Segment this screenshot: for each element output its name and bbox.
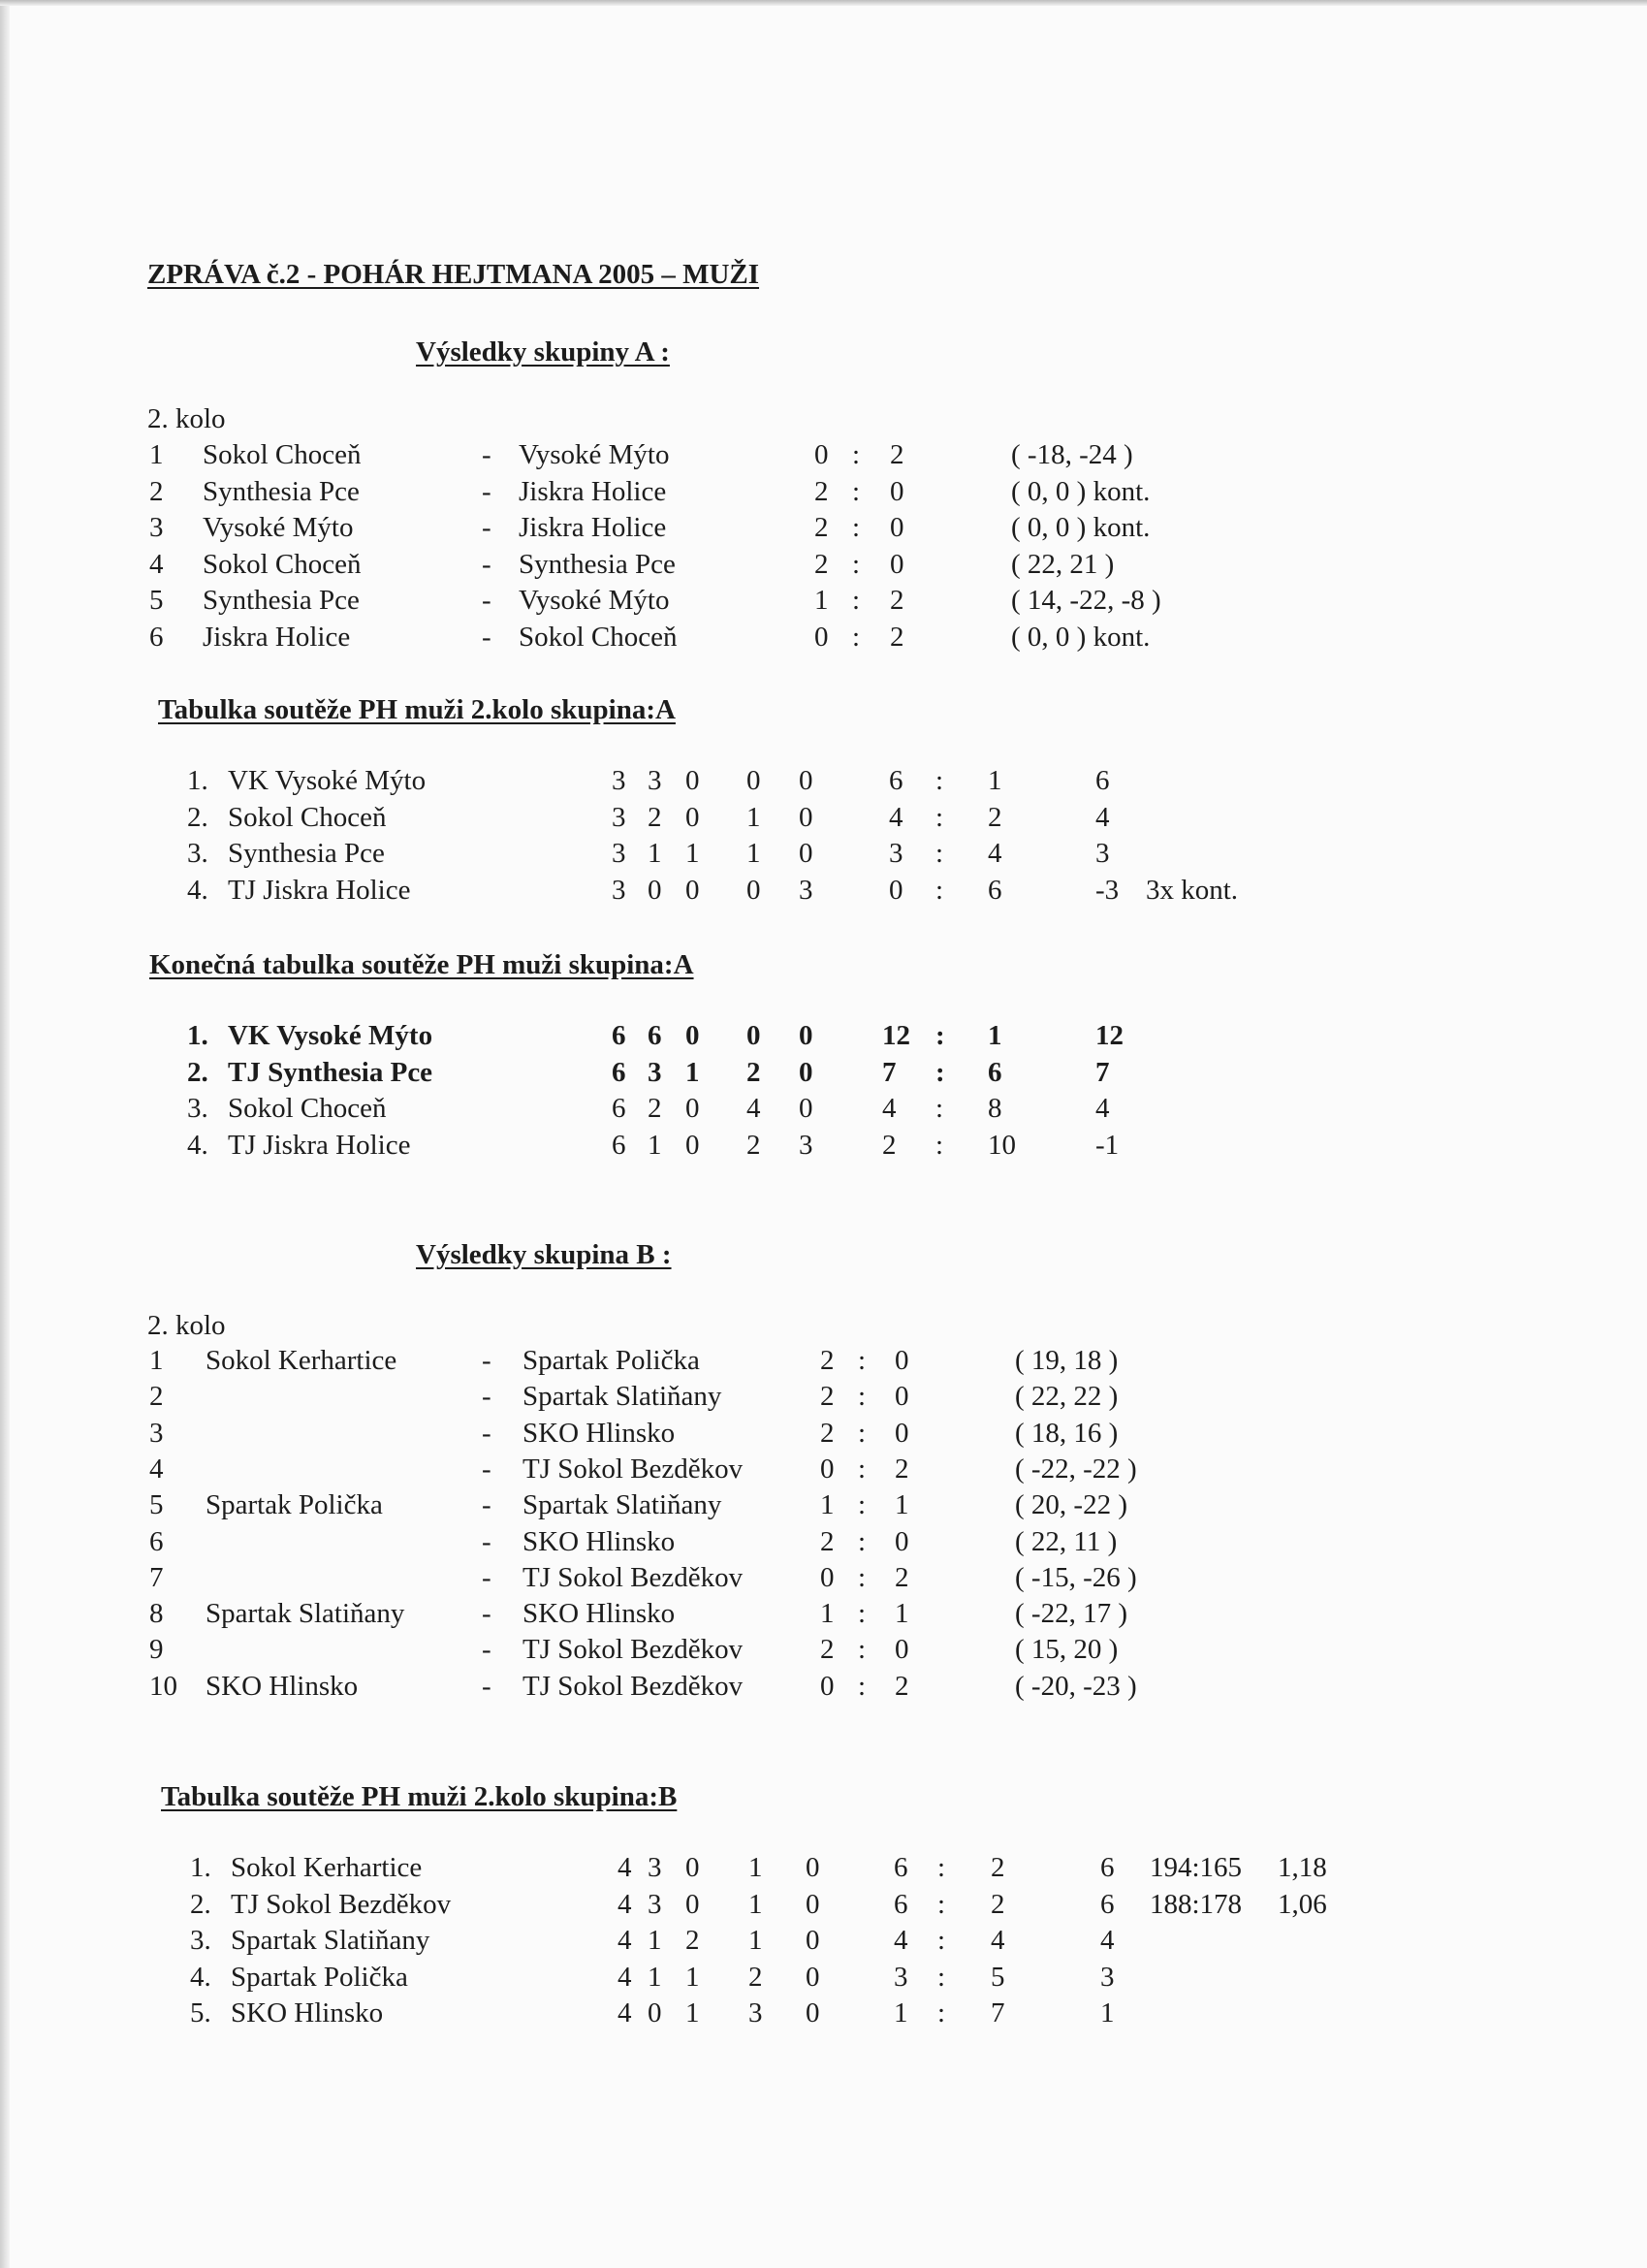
group-a-final-played: 6 — [612, 1020, 626, 1051]
group-a-table-team: VK Vysoké Mýto — [228, 765, 427, 796]
group-b-table-score-colon: : — [937, 1925, 946, 1956]
group-b-match-away-team: SKO Hlinsko — [523, 1417, 676, 1449]
group-b-table-ball-ratio: 1,18 — [1278, 1852, 1327, 1883]
group-a-match-away-team: Jiskra Holice — [519, 512, 667, 543]
group-b-match-score-away: 0 — [895, 1381, 909, 1413]
group-b-match-score-colon: : — [858, 1561, 867, 1593]
group-a-match-score-away: 2 — [890, 585, 904, 616]
group-a-final-forfeits: 0 — [799, 1056, 813, 1088]
group-a-final-score-against: 1 — [988, 1020, 1002, 1051]
group-b-match-score-home: 0 — [820, 1561, 835, 1593]
group-a-final-score-colon: : — [935, 1093, 944, 1124]
group-b-match-separator: - — [482, 1417, 491, 1449]
document-title: ZPRÁVA č.2 - POHÁR HEJTMANA 2005 – MUŽI — [147, 259, 760, 290]
group-b-table-score-colon: : — [937, 1888, 946, 1920]
group-a-table-score-for: 4 — [889, 801, 903, 833]
group-a-table-rank: 4. — [187, 874, 208, 906]
group-a-final-rank: 2. — [187, 1056, 208, 1088]
group-a-table-forfeits: 0 — [799, 765, 813, 796]
group-a-match-score-home: 0 — [814, 439, 829, 470]
group-a-table-wins: 3 — [648, 765, 662, 796]
group-b-table-score-against: 2 — [991, 1852, 1005, 1883]
group-a-table-score-colon: : — [935, 838, 944, 869]
group-a-table-forfeits: 0 — [799, 838, 813, 869]
group-a-table-losses: 0 — [746, 874, 761, 906]
group-a-table-team: Synthesia Pce — [228, 838, 385, 869]
group-a-match-score-home: 0 — [814, 621, 829, 653]
group-b-table-team: TJ Sokol Bezděkov — [231, 1888, 452, 1920]
group-b-match-score-home: 2 — [820, 1381, 835, 1413]
group-b-match-set-points: ( -22, -22 ) — [1015, 1453, 1137, 1485]
group-a-final-points: 4 — [1095, 1093, 1110, 1124]
group-a-table-points: -3 — [1095, 874, 1120, 906]
group-a-match-separator: - — [482, 512, 491, 543]
group-b-table-ball-ratio: 1,06 — [1278, 1888, 1327, 1920]
group-b-match-home-team: SKO Hlinsko — [206, 1670, 359, 1702]
group-b-table-ball-points: 188:178 — [1150, 1888, 1243, 1920]
group-b-table-team: Spartak Polička — [231, 1961, 408, 1993]
group-a-final-losses: 2 — [746, 1056, 761, 1088]
group-b-match-score-colon: : — [858, 1489, 867, 1521]
group-b-match-set-points: ( -22, 17 ) — [1015, 1598, 1127, 1630]
group-b-match-set-points: ( 15, 20 ) — [1015, 1634, 1119, 1666]
group-a-results-heading: Výsledky skupiny A : — [416, 336, 670, 367]
group-a-final-rank: 4. — [187, 1129, 208, 1161]
group-a-match-separator: - — [482, 548, 491, 580]
group-a-final-score-colon: : — [935, 1020, 945, 1051]
group-a-final-points: -1 — [1095, 1129, 1120, 1161]
group-a-match-score-home: 1 — [814, 585, 829, 616]
group-a-match-no: 2 — [149, 475, 164, 507]
group-b-match-set-points: ( -20, -23 ) — [1015, 1670, 1137, 1702]
group-b-match-no: 5 — [149, 1489, 164, 1521]
group-b-table-points: 6 — [1100, 1852, 1115, 1883]
group-a-match-home-team: Jiskra Holice — [203, 621, 351, 653]
group-a-final-team: VK Vysoké Mýto — [228, 1020, 433, 1051]
group-a-final-played: 6 — [612, 1093, 626, 1124]
group-b-table-draws: 0 — [685, 1852, 700, 1883]
group-b-match-set-points: ( -15, -26 ) — [1015, 1561, 1137, 1593]
group-b-match-separator: - — [482, 1634, 491, 1666]
group-a-table-forfeits: 3 — [799, 874, 813, 906]
group-a-table-losses: 0 — [746, 765, 761, 796]
group-b-match-score-away: 2 — [895, 1453, 909, 1485]
group-b-match-set-points: ( 22, 11 ) — [1015, 1525, 1118, 1557]
group-b-match-score-away: 1 — [895, 1598, 909, 1630]
group-a-table-score-colon: : — [935, 765, 944, 796]
group-b-table-draws: 1 — [685, 1997, 700, 2028]
group-b-match-score-colon: : — [858, 1417, 867, 1449]
group-a-final-draws: 0 — [685, 1129, 700, 1161]
group-a-final-score-for: 4 — [882, 1093, 897, 1124]
group-a-match-set-points: ( 0, 0 ) kont. — [1011, 475, 1151, 507]
group-b-match-away-team: SKO Hlinsko — [523, 1598, 676, 1630]
group-b-table-rank: 5. — [190, 1997, 211, 2028]
group-a-table-played: 3 — [612, 838, 626, 869]
group-b-match-away-team: TJ Sokol Bezděkov — [523, 1670, 744, 1702]
group-a-table-score-against: 2 — [988, 801, 1002, 833]
group-a-final-played: 6 — [612, 1056, 626, 1088]
group-a-table-points: 6 — [1095, 765, 1110, 796]
group-a-table-score-against: 4 — [988, 838, 1002, 869]
group-a-final-forfeits: 3 — [799, 1129, 813, 1161]
group-b-results-heading: Výsledky skupina B : — [416, 1239, 672, 1270]
group-b-table-score-against: 2 — [991, 1888, 1005, 1920]
group-a-match-away-team: Jiskra Holice — [519, 475, 667, 507]
scan-edge-left — [0, 0, 10, 2268]
group-b-table-score-for: 6 — [894, 1888, 908, 1920]
group-b-match-score-away: 2 — [895, 1561, 909, 1593]
group-b-match-no: 8 — [149, 1598, 164, 1630]
group-b-table-forfeits: 0 — [806, 1925, 820, 1956]
group-a-final-points: 12 — [1095, 1020, 1124, 1051]
group-a-table-score-colon: : — [935, 801, 944, 833]
group-b-table-played: 4 — [618, 1961, 632, 1993]
group-b-table-team: Spartak Slatiňany — [231, 1925, 430, 1956]
group-b-table-rank: 2. — [190, 1888, 211, 1920]
group-b-match-score-colon: : — [858, 1634, 867, 1666]
group-b-match-separator: - — [482, 1670, 491, 1702]
group-b-match-no: 3 — [149, 1417, 164, 1449]
group-b-match-home-team: Sokol Kerhartice — [206, 1345, 397, 1376]
group-a-final-score-against: 6 — [988, 1056, 1002, 1088]
group-b-match-score-home: 2 — [820, 1634, 835, 1666]
group-a-final-score-for: 12 — [882, 1020, 910, 1051]
group-b-match-set-points: ( 20, -22 ) — [1015, 1489, 1127, 1521]
group-a-final-score-against: 10 — [988, 1129, 1016, 1161]
group-a-final-draws: 1 — [685, 1056, 700, 1088]
group-a-match-separator: - — [482, 621, 491, 653]
group-a-table-wins: 1 — [648, 838, 662, 869]
group-b-match-away-team: SKO Hlinsko — [523, 1525, 676, 1557]
group-b-match-away-team: TJ Sokol Bezděkov — [523, 1561, 744, 1593]
group-a-final-rank: 3. — [187, 1093, 208, 1124]
group-a-final-wins: 2 — [648, 1093, 662, 1124]
group-b-match-away-team: Spartak Slatiňany — [523, 1489, 722, 1521]
group-a-match-score-colon: : — [852, 475, 861, 507]
group-a-table-score-for: 6 — [889, 765, 903, 796]
group-a-match-score-away: 0 — [890, 548, 904, 580]
group-a-match-score-away: 0 — [890, 512, 904, 543]
group-a-table-note: 3x kont. — [1146, 874, 1239, 906]
group-a-final-score-colon: : — [935, 1056, 945, 1088]
group-a-final-wins: 6 — [648, 1020, 662, 1051]
group-b-match-score-away: 1 — [895, 1489, 909, 1521]
group-a-match-separator: - — [482, 475, 491, 507]
group-a-match-set-points: ( 14, -22, -8 ) — [1011, 585, 1161, 616]
group-b-table-score-colon: : — [937, 1997, 946, 2028]
group-a-match-set-points: ( 0, 0 ) kont. — [1011, 621, 1151, 653]
group-a-round-label: 2. kolo — [147, 403, 226, 434]
group-b-match-no: 7 — [149, 1561, 164, 1593]
group-b-match-home-team: Spartak Polička — [206, 1489, 383, 1521]
group-b-table-draws: 1 — [685, 1961, 700, 1993]
group-a-match-score-colon: : — [852, 548, 861, 580]
group-a-match-no: 6 — [149, 621, 164, 653]
group-a-final-team: TJ Jiskra Holice — [228, 1129, 411, 1161]
group-a-match-score-home: 2 — [814, 548, 829, 580]
group-a-table-draws: 1 — [685, 838, 700, 869]
group-a-table-score-colon: : — [935, 874, 944, 906]
group-b-table-played: 4 — [618, 1888, 632, 1920]
group-a-match-set-points: ( 22, 21 ) — [1011, 548, 1115, 580]
group-b-match-set-points: ( 18, 16 ) — [1015, 1417, 1119, 1449]
group-a-final-wins: 3 — [648, 1056, 662, 1088]
scan-edge-top — [0, 0, 1647, 6]
group-b-table-team: SKO Hlinsko — [231, 1997, 384, 2028]
group-b-table-losses: 3 — [748, 1997, 763, 2028]
group-b-table-rank: 1. — [190, 1852, 211, 1883]
group-a-final-losses: 2 — [746, 1129, 761, 1161]
group-a-final-heading: Konečná tabulka soutěže PH muži skupina:A — [149, 949, 694, 980]
group-a-table-score-against: 6 — [988, 874, 1002, 906]
group-b-table-played: 4 — [618, 1925, 632, 1956]
group-a-table-draws: 0 — [685, 801, 700, 833]
group-a-final-wins: 1 — [648, 1129, 662, 1161]
group-a-table-played: 3 — [612, 874, 626, 906]
group-b-match-score-home: 2 — [820, 1417, 835, 1449]
group-a-match-home-team: Synthesia Pce — [203, 475, 360, 507]
group-b-table-score-for: 4 — [894, 1925, 908, 1956]
group-b-match-no: 10 — [149, 1670, 177, 1702]
group-a-match-away-team: Vysoké Mýto — [519, 585, 670, 616]
group-a-table-heading: Tabulka soutěže PH muži 2.kolo skupina:A — [158, 694, 676, 725]
group-a-match-home-team: Sokol Choceň — [203, 548, 362, 580]
group-a-match-home-team: Synthesia Pce — [203, 585, 360, 616]
group-a-match-score-home: 2 — [814, 512, 829, 543]
group-a-match-no: 1 — [149, 439, 164, 470]
group-b-table-score-against: 5 — [991, 1961, 1005, 1993]
group-a-table-rank: 3. — [187, 838, 208, 869]
group-b-match-score-colon: : — [858, 1670, 867, 1702]
group-a-table-forfeits: 0 — [799, 801, 813, 833]
group-b-match-no: 6 — [149, 1525, 164, 1557]
group-a-table-team: TJ Jiskra Holice — [228, 874, 411, 906]
group-b-match-score-away: 0 — [895, 1634, 909, 1666]
group-b-match-separator: - — [482, 1561, 491, 1593]
group-b-table-draws: 2 — [685, 1925, 700, 1956]
group-b-match-score-away: 2 — [895, 1670, 909, 1702]
group-b-table-losses: 1 — [748, 1852, 763, 1883]
group-a-final-score-colon: : — [935, 1129, 944, 1161]
group-b-table-score-colon: : — [937, 1852, 946, 1883]
group-b-match-away-team: Spartak Slatiňany — [523, 1381, 722, 1413]
group-b-match-score-colon: : — [858, 1598, 867, 1630]
group-a-match-score-colon: : — [852, 621, 861, 653]
group-b-match-score-home: 1 — [820, 1489, 835, 1521]
group-a-table-wins: 2 — [648, 801, 662, 833]
group-a-final-rank: 1. — [187, 1020, 208, 1051]
group-b-table-points: 1 — [1100, 1997, 1115, 2028]
group-b-match-score-colon: : — [858, 1381, 867, 1413]
group-a-match-no: 4 — [149, 548, 164, 580]
group-a-table-wins: 0 — [648, 874, 662, 906]
group-b-match-score-home: 2 — [820, 1345, 835, 1376]
group-b-match-score-home: 2 — [820, 1525, 835, 1557]
group-a-final-points: 7 — [1095, 1056, 1110, 1088]
group-b-match-separator: - — [482, 1381, 491, 1413]
group-a-table-score-for: 3 — [889, 838, 903, 869]
group-b-table-losses: 1 — [748, 1888, 763, 1920]
group-b-table-losses: 1 — [748, 1925, 763, 1956]
group-b-table-score-for: 1 — [894, 1997, 908, 2028]
group-a-table-score-for: 0 — [889, 874, 903, 906]
group-b-match-no: 1 — [149, 1345, 164, 1376]
group-a-match-home-team: Sokol Choceň — [203, 439, 362, 470]
group-a-match-score-colon: : — [852, 439, 861, 470]
group-a-final-losses: 0 — [746, 1020, 761, 1051]
group-b-table-draws: 0 — [685, 1888, 700, 1920]
group-b-table-score-colon: : — [937, 1961, 946, 1993]
group-b-match-separator: - — [482, 1453, 491, 1485]
group-b-table-forfeits: 0 — [806, 1961, 820, 1993]
group-b-table-wins: 0 — [648, 1997, 662, 2028]
group-a-match-separator: - — [482, 585, 491, 616]
group-a-final-draws: 0 — [685, 1093, 700, 1124]
group-a-final-score-for: 7 — [882, 1056, 897, 1088]
group-b-table-points: 6 — [1100, 1888, 1115, 1920]
group-b-match-separator: - — [482, 1345, 491, 1376]
group-a-final-score-for: 2 — [882, 1129, 897, 1161]
group-a-match-away-team: Synthesia Pce — [519, 548, 676, 580]
group-b-match-score-colon: : — [858, 1345, 867, 1376]
group-a-table-rank: 2. — [187, 801, 208, 833]
group-b-table-ball-points: 194:165 — [1150, 1852, 1243, 1883]
group-a-match-score-colon: : — [852, 585, 861, 616]
group-b-match-no: 9 — [149, 1634, 164, 1666]
group-b-table-team: Sokol Kerhartice — [231, 1852, 423, 1883]
group-a-table-losses: 1 — [746, 801, 761, 833]
group-a-final-forfeits: 0 — [799, 1020, 813, 1051]
group-a-table-team: Sokol Choceň — [228, 801, 387, 833]
group-b-table-wins: 3 — [648, 1888, 662, 1920]
group-a-match-score-away: 2 — [890, 439, 904, 470]
group-a-final-team: Sokol Choceň — [228, 1093, 387, 1124]
group-b-match-home-team: Spartak Slatiňany — [206, 1598, 405, 1630]
group-b-table-forfeits: 0 — [806, 1997, 820, 2028]
group-b-match-score-colon: : — [858, 1453, 867, 1485]
group-b-table-points: 4 — [1100, 1925, 1115, 1956]
group-b-match-score-away: 0 — [895, 1417, 909, 1449]
group-a-match-score-home: 2 — [814, 475, 829, 507]
group-b-table-played: 4 — [618, 1852, 632, 1883]
group-b-match-away-team: TJ Sokol Bezděkov — [523, 1453, 744, 1485]
group-b-table-score-for: 3 — [894, 1961, 908, 1993]
group-b-table-forfeits: 0 — [806, 1888, 820, 1920]
group-b-match-score-colon: : — [858, 1525, 867, 1557]
group-a-table-points: 4 — [1095, 801, 1110, 833]
group-b-match-separator: - — [482, 1525, 491, 1557]
group-a-table-score-against: 1 — [988, 765, 1002, 796]
group-a-match-home-team: Vysoké Mýto — [203, 512, 354, 543]
group-b-match-set-points: ( 19, 18 ) — [1015, 1345, 1119, 1376]
group-a-table-points: 3 — [1095, 838, 1110, 869]
group-b-table-heading: Tabulka soutěže PH muži 2.kolo skupina:B — [161, 1781, 678, 1812]
group-a-match-set-points: ( -18, -24 ) — [1011, 439, 1133, 470]
group-b-match-no: 2 — [149, 1381, 164, 1413]
group-a-table-draws: 0 — [685, 765, 700, 796]
group-b-match-away-team: TJ Sokol Bezděkov — [523, 1634, 744, 1666]
group-b-table-score-against: 4 — [991, 1925, 1005, 1956]
group-b-match-score-away: 0 — [895, 1345, 909, 1376]
group-a-match-score-colon: : — [852, 512, 861, 543]
group-b-table-forfeits: 0 — [806, 1852, 820, 1883]
group-a-match-score-away: 0 — [890, 475, 904, 507]
group-a-final-forfeits: 0 — [799, 1093, 813, 1124]
group-a-table-played: 3 — [612, 765, 626, 796]
group-b-match-separator: - — [482, 1598, 491, 1630]
group-a-final-score-against: 8 — [988, 1093, 1002, 1124]
group-a-match-away-team: Vysoké Mýto — [519, 439, 670, 470]
group-a-match-set-points: ( 0, 0 ) kont. — [1011, 512, 1151, 543]
group-a-match-no: 3 — [149, 512, 164, 543]
group-b-table-losses: 2 — [748, 1961, 763, 1993]
group-a-table-rank: 1. — [187, 765, 208, 796]
group-b-table-rank: 4. — [190, 1961, 211, 1993]
group-b-table-score-against: 7 — [991, 1997, 1005, 2028]
group-b-match-away-team: Spartak Polička — [523, 1345, 700, 1376]
group-b-table-played: 4 — [618, 1997, 632, 2028]
group-b-round-label: 2. kolo — [147, 1310, 226, 1341]
group-a-table-draws: 0 — [685, 874, 700, 906]
group-a-final-team: TJ Synthesia Pce — [228, 1056, 433, 1088]
group-a-table-played: 3 — [612, 801, 626, 833]
group-b-table-wins: 3 — [648, 1852, 662, 1883]
group-b-table-wins: 1 — [648, 1961, 662, 1993]
group-b-table-wins: 1 — [648, 1925, 662, 1956]
group-b-table-rank: 3. — [190, 1925, 211, 1956]
group-b-match-score-home: 0 — [820, 1670, 835, 1702]
group-b-table-score-for: 6 — [894, 1852, 908, 1883]
group-b-match-no: 4 — [149, 1453, 164, 1485]
group-a-match-separator: - — [482, 439, 491, 470]
group-a-final-played: 6 — [612, 1129, 626, 1161]
group-a-final-losses: 4 — [746, 1093, 761, 1124]
group-b-table-points: 3 — [1100, 1961, 1115, 1993]
group-b-match-set-points: ( 22, 22 ) — [1015, 1381, 1119, 1413]
group-b-match-score-home: 0 — [820, 1453, 835, 1485]
group-a-final-draws: 0 — [685, 1020, 700, 1051]
group-b-match-score-home: 1 — [820, 1598, 835, 1630]
group-b-match-separator: - — [482, 1489, 491, 1521]
group-a-match-score-away: 2 — [890, 621, 904, 653]
group-a-match-away-team: Sokol Choceň — [519, 621, 678, 653]
group-a-table-losses: 1 — [746, 838, 761, 869]
group-a-match-no: 5 — [149, 585, 164, 616]
group-b-match-score-away: 0 — [895, 1525, 909, 1557]
